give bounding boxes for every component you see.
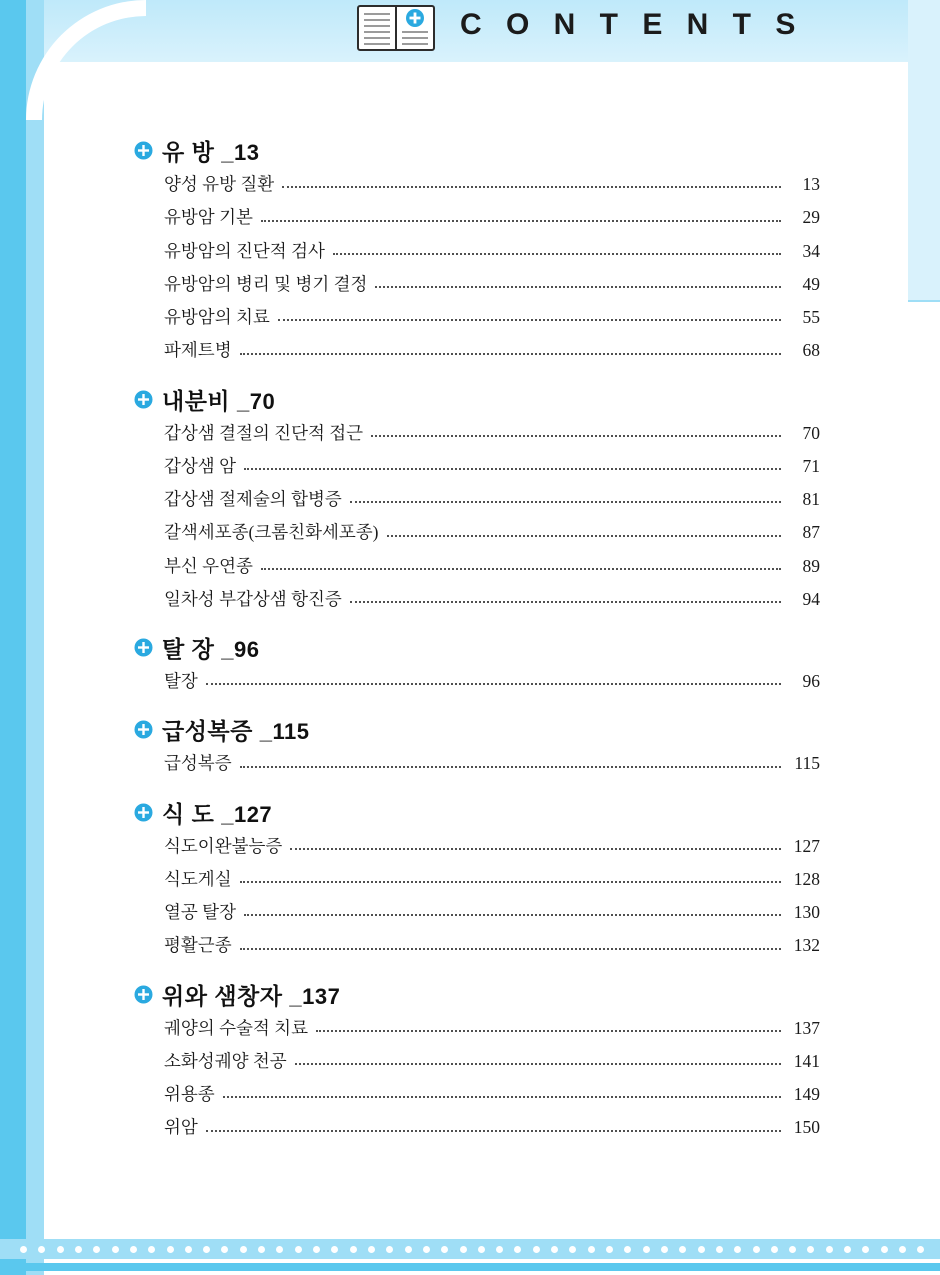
toc-entry-page: 150	[793, 1117, 820, 1138]
toc-entry-label: 유방암의 치료	[164, 307, 270, 327]
bottom-dot-row	[20, 1243, 925, 1255]
toc-entry[interactable]	[164, 457, 820, 476]
toc-entry-label: 갑상샘 절제술의 합병증	[164, 489, 342, 509]
plus-circle-icon	[134, 638, 153, 657]
chapter-start-page: _13	[221, 140, 260, 165]
dot-leader	[244, 913, 781, 916]
toc-entry-label: 궤양의 수술적 치료	[164, 1017, 308, 1038]
toc-entry-label: 부신 우연종	[164, 555, 253, 576]
toc-entry-page: 89	[802, 555, 820, 576]
toc-entry-label: 소화성궤양 천공	[164, 1050, 287, 1071]
toc-entry-label: 유방암의 진단적 검사	[164, 240, 325, 261]
dot-leader	[316, 1029, 781, 1032]
chapter-heading[interactable]	[134, 383, 820, 416]
toc-entry[interactable]	[164, 523, 820, 542]
toc-entry[interactable]	[164, 837, 820, 856]
plus-circle-icon	[134, 141, 153, 160]
dot-leader	[387, 534, 781, 537]
toc-entry[interactable]	[164, 242, 820, 261]
toc-entry-page: 128	[793, 868, 820, 889]
dot-leader	[350, 500, 781, 503]
dot-leader	[261, 567, 781, 570]
toc-entry[interactable]	[164, 903, 820, 922]
toc-entry-page: 87	[802, 522, 820, 543]
toc-entry-page: 130	[793, 902, 820, 922]
chapter-start-page: _96	[221, 637, 260, 662]
chapter-start-page: _115	[259, 719, 310, 745]
dot-leader	[240, 947, 781, 950]
chapter-heading[interactable]	[134, 631, 820, 664]
toc-entry-page: 94	[802, 588, 820, 609]
chapter-start-page: _137	[289, 983, 341, 1009]
toc-entry[interactable]	[164, 208, 820, 227]
toc-entry-label: 위용종	[164, 1084, 215, 1104]
toc-entry[interactable]	[164, 308, 820, 327]
chapter-heading[interactable]	[134, 978, 820, 1011]
chapter-entries	[164, 424, 820, 610]
toc-entry-label: 갑상샘 결절의 진단적 접근	[164, 422, 364, 443]
dot-leader	[375, 285, 781, 288]
chapter-title: 탈 장 _96	[162, 636, 260, 662]
toc-entry-page: 132	[793, 935, 820, 956]
page-title: C O N T E N T S	[460, 8, 804, 41]
chapter-entries	[164, 672, 820, 691]
chapter-entries	[164, 175, 820, 361]
toc-chapter	[120, 978, 820, 1138]
toc-entry-page: 141	[793, 1050, 820, 1071]
dot-leader	[240, 765, 781, 768]
toc-entry[interactable]	[164, 590, 820, 609]
toc-chapter	[120, 796, 820, 956]
toc-entry-page: 71	[802, 455, 820, 476]
toc-entry-label: 파제트병	[164, 340, 232, 361]
toc-entry-page: 34	[802, 240, 820, 261]
toc-entry[interactable]	[164, 490, 820, 509]
toc-entry[interactable]	[164, 1052, 820, 1071]
dot-leader	[261, 219, 781, 222]
chapter-title: 위와 샘창자 _137	[162, 982, 341, 1009]
toc-entry-page: 137	[793, 1017, 820, 1038]
table-of-contents	[120, 112, 820, 1152]
toc-entry-page: 29	[802, 207, 820, 228]
toc-entry-label: 탈장	[164, 671, 198, 691]
plus-circle-icon	[134, 390, 153, 409]
toc-entry[interactable]	[164, 1118, 820, 1137]
chapter-heading[interactable]	[134, 134, 820, 167]
toc-entry[interactable]	[164, 672, 820, 691]
toc-entry-label: 식도이완불능증	[164, 835, 283, 856]
dot-leader	[278, 318, 781, 321]
toc-entry-label: 갑상샘 암	[164, 455, 236, 476]
chapter-start-page: _70	[237, 388, 276, 414]
page-header	[0, 0, 940, 62]
toc-entry[interactable]	[164, 557, 820, 576]
dot-leader	[240, 880, 781, 883]
chapter-title: 유 방 _13	[162, 139, 260, 165]
toc-chapter	[120, 383, 820, 610]
dot-leader	[371, 434, 781, 437]
toc-entry-label: 유방암의 병리 및 병기 결정	[164, 273, 368, 294]
plus-circle-icon	[134, 720, 153, 739]
dot-leader	[223, 1095, 781, 1098]
dot-leader	[206, 682, 781, 685]
chapter-title: 내분비 _70	[162, 387, 276, 414]
toc-chapter	[120, 631, 820, 691]
toc-entry-page: 149	[793, 1084, 820, 1104]
dot-leader	[295, 1062, 781, 1065]
toc-entry[interactable]	[164, 754, 820, 773]
toc-entry[interactable]	[164, 175, 820, 194]
toc-entry[interactable]	[164, 870, 820, 889]
toc-entry-page: 13	[802, 174, 820, 194]
toc-entry-label: 평활근종	[164, 935, 232, 956]
toc-entry-page: 127	[793, 835, 820, 856]
chapter-title: 식 도 _127	[162, 800, 273, 827]
toc-entry-label: 위암	[164, 1117, 198, 1138]
toc-entry-page: 70	[802, 422, 820, 443]
toc-entry-label: 식도게실	[164, 868, 232, 889]
plus-circle-icon	[134, 803, 153, 822]
dot-leader	[282, 185, 781, 188]
dot-leader	[350, 600, 781, 603]
toc-entry-label: 열공 탈장	[164, 902, 236, 922]
left-decorative-band	[0, 0, 26, 1275]
chapter-title: 급성복증 _115	[162, 718, 310, 745]
toc-entry[interactable]	[164, 1085, 820, 1104]
toc-entry-label: 양성 유방 질환	[164, 174, 275, 194]
dot-leader	[206, 1129, 781, 1132]
chapter-entries	[164, 1019, 820, 1138]
plus-circle-icon	[134, 985, 153, 1004]
toc-entry[interactable]	[164, 936, 820, 955]
chapter-heading[interactable]	[134, 713, 820, 746]
toc-chapter	[120, 713, 820, 773]
chapter-heading[interactable]	[134, 796, 820, 829]
toc-entry-page: 96	[802, 671, 820, 691]
toc-entry-label: 급성복증	[164, 753, 232, 774]
toc-entry-page: 49	[802, 273, 820, 294]
dot-leader	[333, 252, 781, 255]
bottom-decorative-band-deep	[0, 1263, 940, 1271]
chapter-entries	[164, 837, 820, 956]
toc-entry-label: 일차성 부갑상샘 항진증	[164, 588, 342, 609]
toc-entry-label: 유방암 기본	[164, 207, 253, 228]
toc-entry[interactable]	[164, 424, 820, 443]
dot-leader	[244, 467, 781, 470]
chapter-entries	[164, 754, 820, 773]
toc-chapter	[120, 134, 820, 361]
toc-entry-page: 115	[794, 753, 820, 774]
left-inner-band	[26, 0, 44, 1275]
chapter-start-page: _127	[221, 801, 273, 827]
dot-leader	[290, 847, 781, 850]
toc-entry-page: 81	[802, 489, 820, 509]
book-icon	[352, 2, 440, 54]
right-band-divider	[908, 300, 940, 302]
toc-entry[interactable]	[164, 341, 820, 360]
toc-entry-label: 갈색세포종(크롬친화세포종)	[164, 522, 379, 543]
toc-entry-page: 55	[802, 307, 820, 327]
toc-entry-page: 68	[802, 340, 820, 361]
dot-leader	[240, 352, 781, 355]
toc-entry[interactable]	[164, 1019, 820, 1038]
toc-entry[interactable]	[164, 275, 820, 294]
